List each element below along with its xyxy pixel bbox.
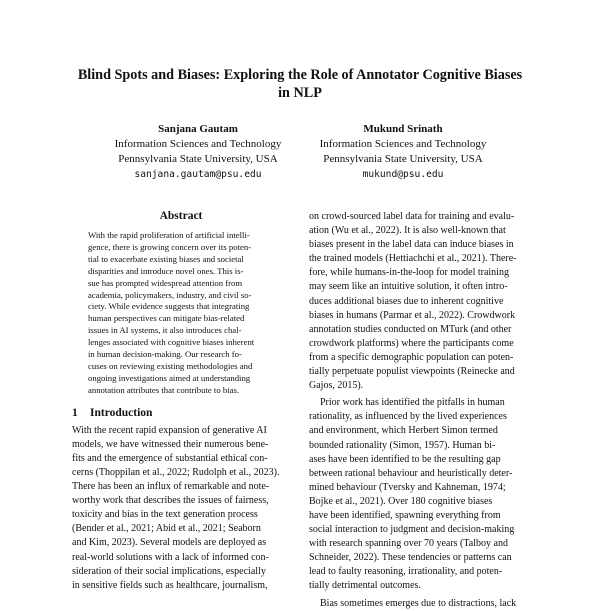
text-line: cerns (Thoppilan et al., 2022; Rudolph et al., 2023).: [72, 466, 280, 478]
text-line: With the rapid proliferation of artificial intelli-: [88, 230, 250, 240]
text-line: models, we have witnessed their numerous bene-: [72, 438, 269, 450]
author-email: sanjana.gautam@psu.edu: [134, 169, 262, 180]
author-affiliation: Information Sciences and Technology: [114, 138, 282, 150]
text-line: and environment, which Herbert Simon termed: [309, 425, 498, 437]
author-institution: Pennsylvania State University, USA: [118, 153, 278, 165]
text-line: lenges associated with cognitive biases inherent: [88, 337, 255, 348]
paragraph: [309, 210, 529, 393]
text-line: tially detrimental outcomes.: [309, 580, 421, 592]
introduction-body: [72, 424, 290, 593]
text-line: from a specific demographic population can poten-: [309, 351, 514, 363]
text-line: Gajos, 2015).: [309, 380, 364, 392]
paper-title: [50, 66, 550, 102]
text-line: ongoing investigations aimed at understanding: [88, 372, 251, 383]
text-line: ases have been identified to be the resulting gap: [309, 453, 501, 465]
text-line: biases present in the label data can induce biases in: [309, 239, 514, 251]
text-line: tially perpetuate populist viewpoints (Reinecke and: [309, 366, 515, 378]
author-block: [283, 122, 523, 182]
text-line: duces additional biases due to inherent cognitive: [309, 295, 504, 307]
text-line: lead to faulty reasoning, irrationality, and poten-: [309, 566, 503, 578]
section-number: 1: [72, 406, 78, 419]
text-line: rationality, as influenced by the lived experiences: [309, 411, 507, 423]
text-line: academia, policymakers, industry, and civil so-: [88, 289, 252, 300]
text-line: (Bender et al., 2021; Abid et al., 2021; Seaborn: [72, 523, 261, 535]
text-line: mined behaviour (Tversky and Kahneman, 1974;: [309, 481, 506, 493]
text-line: issues in AI systems, it also introduces chal-: [88, 325, 242, 336]
left-column: [72, 210, 290, 593]
text-line: worthy work that describes the issues of fairness,: [72, 495, 269, 507]
text-line: fore, while humans-in-the-loop for model training: [309, 267, 509, 279]
text-line: cuses on reviewing existing methodologies and: [88, 360, 253, 371]
text-line: social interaction to judgment and decision-making: [309, 524, 515, 536]
text-line: human perspectives can mitigate bias-related: [88, 313, 245, 324]
text-line: sue has prompted widespread attention from: [88, 277, 243, 288]
text-line: the trained models (Hettiachchi et al., 2021). There-: [309, 253, 517, 265]
text-line: biases in humans (Parmar et al., 2022). Crowdwork: [309, 309, 516, 321]
text-line: bounded rationality (Simon, 1957). Human bi-: [309, 439, 496, 451]
text-line: may seem like an intuitive solution, it often intro-: [309, 281, 508, 293]
text-line: ciety. While evidence suggests that integrating: [88, 301, 250, 312]
text-line: between rational behaviour and heuristically deter-: [309, 467, 513, 479]
text-line: Bias sometimes emerges due to distractions, lack: [320, 597, 517, 609]
author-email: mukund@psu.edu: [362, 169, 444, 180]
author-institution: Pennsylvania State University, USA: [323, 153, 483, 165]
text-line: annotation studies conducted on MTurk (and other: [309, 323, 512, 335]
text-line: and Kim, 2023). Several models are deployed as: [72, 537, 267, 549]
text-line: tial to exacerbate existing biases and societal: [88, 253, 244, 264]
text-line: ation (Wu et al., 2022). It is also well-known that: [309, 225, 506, 237]
text-line: Prior work has identified the pitfalls in human: [320, 397, 505, 409]
abstract-heading: Abstract: [159, 210, 203, 222]
text-line: in human decision-making. Our research fo-: [88, 349, 242, 360]
author-affiliation: Information Sciences and Technology: [319, 138, 487, 150]
text-line: disparities and introduce novel ones. This is-: [88, 265, 244, 276]
title-line: Blind Spots and Biases: Exploring the Role of Annotator Cognitive Biases: [77, 67, 523, 83]
text-line: sideration of their social implications, especially: [72, 565, 266, 577]
text-line: crowdwork platforms) where the participants come: [309, 337, 514, 349]
section-title: Introduction: [90, 406, 153, 419]
author-name: Sanjana Gautam: [158, 123, 238, 135]
author-name: Mukund Srinath: [363, 123, 443, 135]
text-line: on crowd-sourced label data for training and evalu-: [309, 211, 515, 222]
author-block: [78, 122, 318, 182]
abstract-body: [88, 230, 274, 397]
text-line: in sensitive fields such as healthcare, journalism,: [72, 579, 268, 591]
text-line: annotation attributes that contribute to bias.: [88, 384, 240, 395]
text-line: gence, there is growing concern over its poten-: [88, 241, 252, 252]
section-heading: [72, 407, 290, 419]
title-line: in NLP: [278, 85, 322, 101]
text-line: have been identified, spawning everything from: [309, 509, 501, 521]
right-column: [309, 210, 529, 611]
paragraph: [309, 396, 529, 593]
text-line: Schneider, 2022). These tendencies or patterns can: [309, 552, 512, 564]
text-line: There has been an influx of remarkable and note-: [72, 481, 270, 493]
text-line: toxicity and bias in the text generation process: [72, 509, 258, 521]
text-line: real-world solutions with a lack of informed con-: [72, 551, 269, 563]
text-line: with research spanning over 70 years (Talboy and: [309, 538, 508, 550]
paragraph: [309, 597, 529, 611]
text-line: Bojke et al., 2021). Over 180 cognitive biases: [309, 495, 493, 507]
text-line: fits and the emergence of substantial ethical con-: [72, 452, 268, 464]
text-line: With the recent rapid expansion of generative AI: [72, 424, 267, 436]
